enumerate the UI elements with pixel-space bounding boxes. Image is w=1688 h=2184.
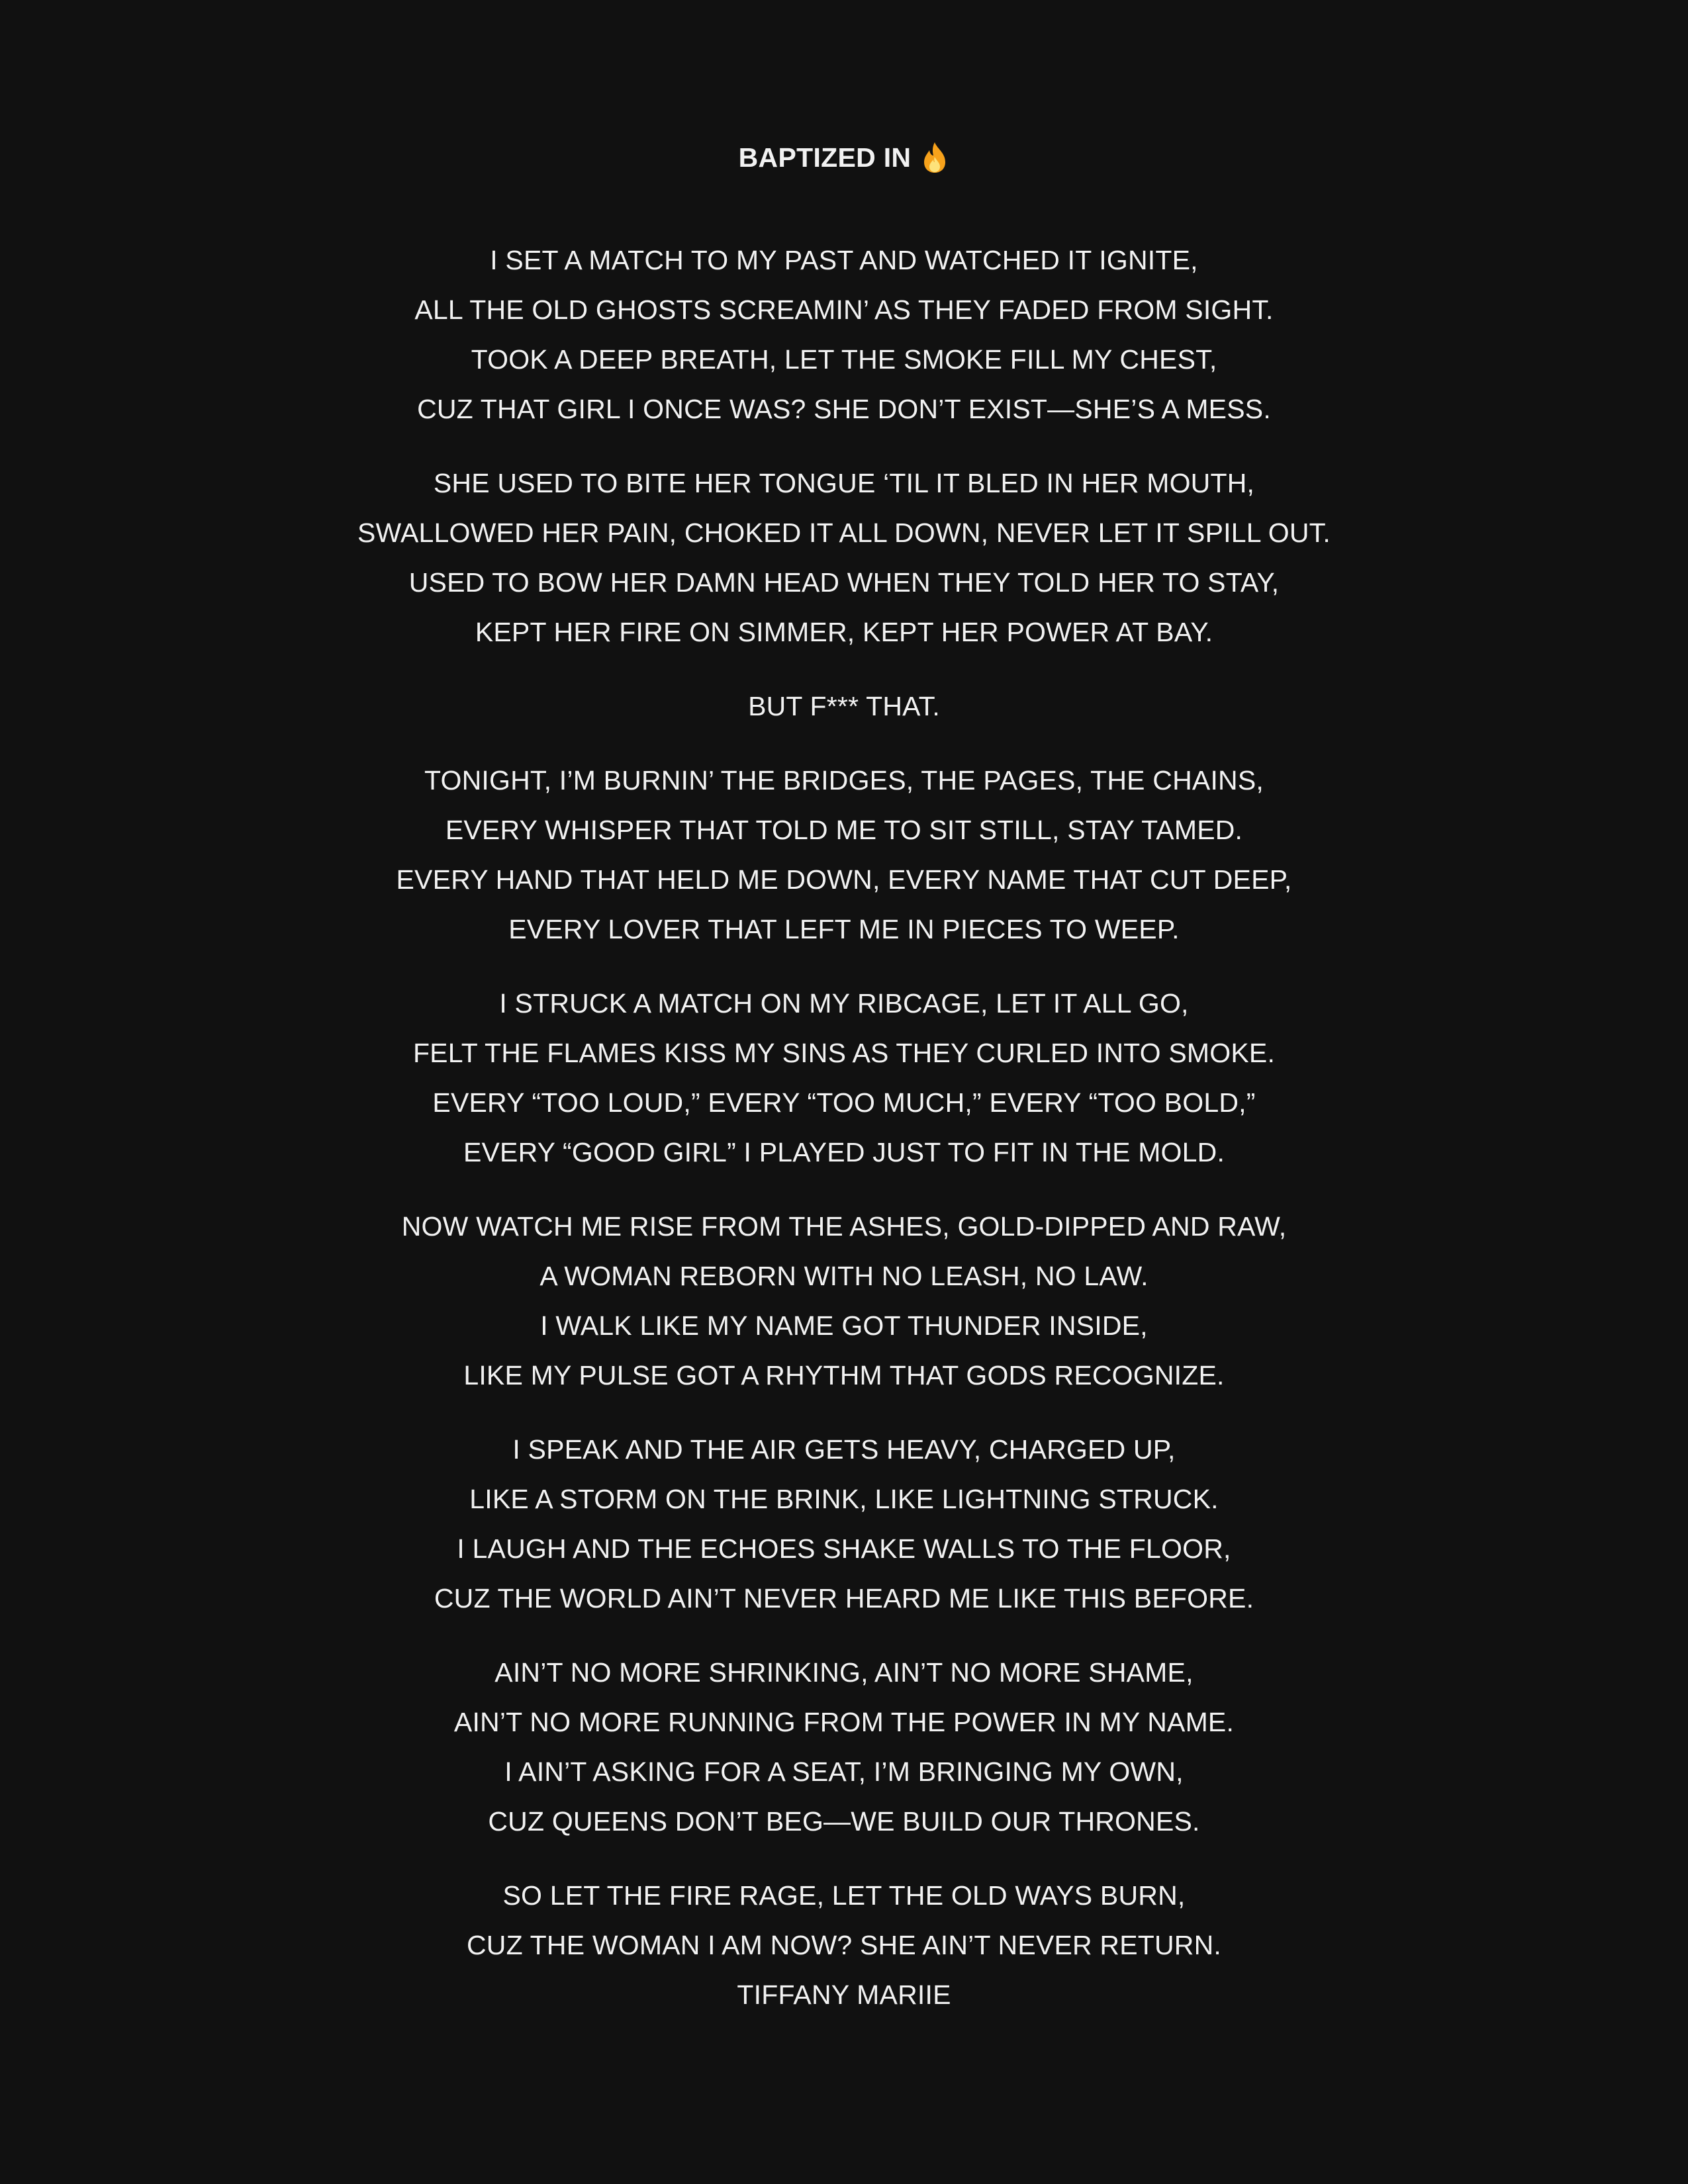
poem-stanza [0,979,1688,1177]
poem-line: EVERY “GOOD GIRL” I PLAYED JUST TO FIT IN THE MOLD. [463,1137,1225,1167]
poem-title [0,138,1688,177]
poem-line: CUZ THAT GIRL I ONCE WAS? SHE DON’T EXIST—SHE’S A MESS. [417,394,1271,424]
poem-line: CUZ QUEENS DON’T BEG—WE BUILD OUR THRONES. [488,1806,1200,1837]
poem-line: AIN’T NO MORE RUNNING FROM THE POWER IN MY NAME. [453,1707,1235,1737]
poem-title-text: BAPTIZED IN [738,142,912,173]
poem-stanza [0,1202,1688,1400]
poem-body [0,236,1688,2020]
poem-line: I SET A MATCH TO MY PAST AND WATCHED IT IGNITE, [490,245,1198,275]
poem-line: EVERY HAND THAT HELD ME DOWN, EVERY NAME THAT CUT DEEP, [396,864,1292,895]
poem-stanza [0,756,1688,954]
poem-stanza [0,1871,1688,2020]
poem-line: I WALK LIKE MY NAME GOT THUNDER INSIDE, [540,1310,1148,1341]
author-signature: TIFFANY MARIIE [737,1979,951,2010]
poem-line: SO LET THE FIRE RAGE, LET THE OLD WAYS BURN, [502,1880,1186,1911]
poem-line: I LAUGH AND THE ECHOES SHAKE WALLS TO THE FLOOR, [457,1533,1231,1564]
poem-line: LIKE MY PULSE GOT A RHYTHM THAT GODS RECOGNIZE. [463,1360,1225,1390]
poem-line: TONIGHT, I’M BURNIN’ THE BRIDGES, THE PAGES, THE CHAINS, [424,765,1264,796]
poem-line: FELT THE FLAMES KISS MY SINS AS THEY CURLED INTO SMOKE. [412,1038,1276,1068]
poem-line: EVERY LOVER THAT LEFT ME IN PIECES TO WEEP. [508,914,1180,944]
poem-line: TOOK A DEEP BREATH, LET THE SMOKE FILL MY CHEST, [471,344,1217,375]
poem-stanza [0,236,1688,434]
fire-emoji-icon [920,141,949,174]
poem-line: CUZ THE WORLD AIN’T NEVER HEARD ME LIKE THIS BEFORE. [434,1583,1254,1614]
poem-line: AIN’T NO MORE SHRINKING, AIN’T NO MORE SHAME, [494,1657,1194,1688]
poem-stanza [0,1425,1688,1623]
poem-line: A WOMAN REBORN WITH NO LEASH, NO LAW. [539,1261,1149,1291]
poem-stanza [0,682,1688,731]
poem-line: BUT F*** THAT. [748,691,940,721]
poem-line: KEPT HER FIRE ON SIMMER, KEPT HER POWER AT BAY. [475,617,1213,647]
poem-stanza [0,459,1688,657]
poem-line: SHE USED TO BITE HER TONGUE ‘TIL IT BLED IN HER MOUTH, [433,468,1255,498]
poem-line: I SPEAK AND THE AIR GETS HEAVY, CHARGED UP, [512,1434,1176,1465]
poem-line: I STRUCK A MATCH ON MY RIBCAGE, LET IT ALL GO, [499,988,1189,1019]
poem-line: LIKE A STORM ON THE BRINK, LIKE LIGHTNING STRUCK. [469,1484,1219,1514]
poem-line: CUZ THE WOMAN I AM NOW? SHE AIN’T NEVER RETURN. [466,1930,1222,1960]
poem-line: EVERY WHISPER THAT TOLD ME TO SIT STILL, STAY TAMED. [445,815,1243,845]
poem-line: SWALLOWED HER PAIN, CHOKED IT ALL DOWN, NEVER LET IT SPILL OUT. [357,518,1331,548]
poem-line: EVERY “TOO LOUD,” EVERY “TOO MUCH,” EVERY “TOO BOLD,” [432,1087,1256,1118]
poem-line: ALL THE OLD GHOSTS SCREAMIN’ AS THEY FADED FROM SIGHT. [414,295,1274,325]
poem-line: USED TO BOW HER DAMN HEAD WHEN THEY TOLD HER TO STAY, [408,567,1280,598]
poem-line: NOW WATCH ME RISE FROM THE ASHES, GOLD-DIPPED AND RAW, [401,1211,1287,1242]
poem-stanza [0,1648,1688,1846]
poem-line: I AIN’T ASKING FOR A SEAT, I’M BRINGING MY OWN, [504,1756,1184,1787]
